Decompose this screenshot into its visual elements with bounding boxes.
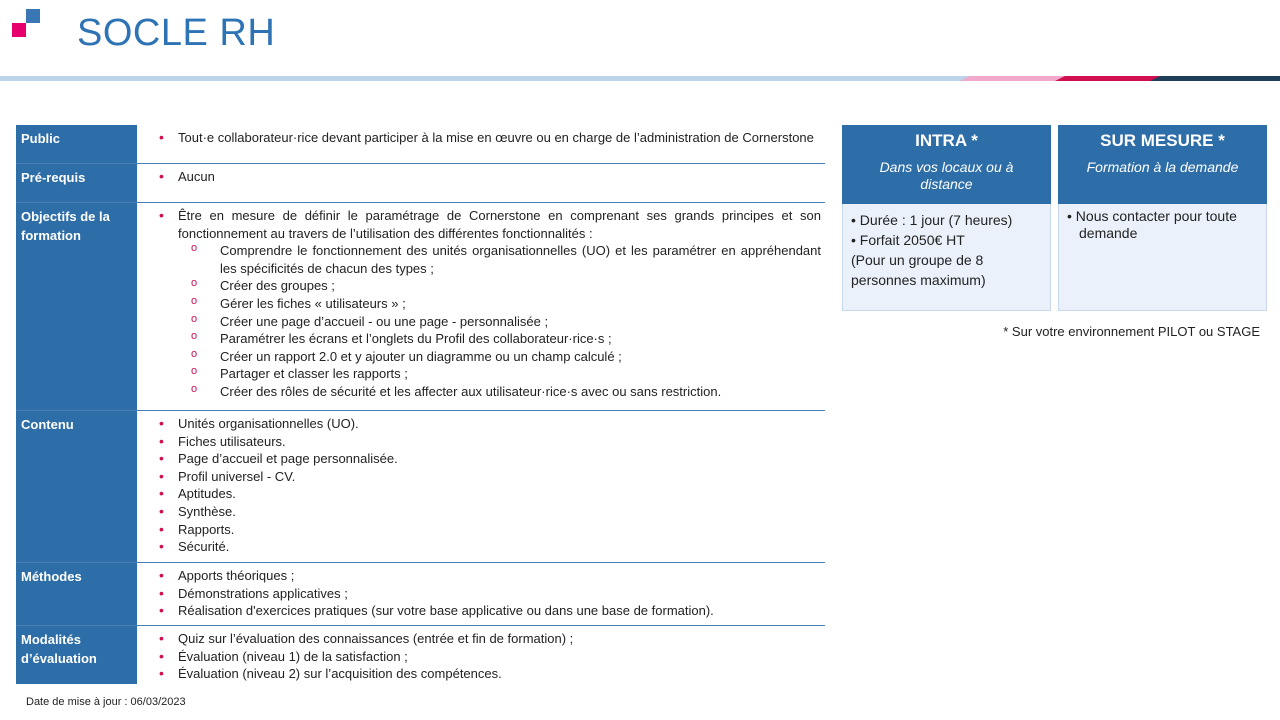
intra-price: • Forfait 2050€ HT bbox=[851, 230, 1042, 250]
list-item: • Fiches utilisateurs. bbox=[157, 433, 821, 451]
intra-offer-title: INTRA * bbox=[915, 131, 978, 150]
intra-offer-header bbox=[842, 125, 1051, 204]
sub-list-item: o Paramétrer les écrans et l’onglets du Profil des collaborateur·rice·s ; bbox=[157, 330, 821, 348]
sub-list-item: o Créer un rapport 2.0 et y ajouter un diagramme ou un champ calculé ; bbox=[157, 348, 821, 366]
row-label: Pré-requis bbox=[16, 164, 137, 202]
list-item: • Être en mesure de définir le paramétrage de Cornerstone en comprenant ses grands principes et son fonctionnement au travers de l’utilisation des différentes fonctionnalités : bbox=[157, 207, 821, 242]
row-label: Méthodes bbox=[16, 563, 137, 625]
intra-offer-box bbox=[842, 125, 1051, 311]
list-item: • Rapports. bbox=[157, 521, 821, 539]
row-label: Modalités d’évaluation bbox=[16, 626, 137, 684]
environment-footnote: * Sur votre environnement PILOT ou STAGE bbox=[1003, 324, 1260, 339]
row-label: Objectifs de la formation bbox=[16, 203, 137, 410]
sur-mesure-contact: • Nous contacter pour toute demande bbox=[1067, 208, 1258, 242]
sur-mesure-offer-header bbox=[1058, 125, 1267, 204]
row-label: Public bbox=[16, 125, 137, 163]
table-row-methodes bbox=[16, 563, 825, 626]
table-row-prerequis bbox=[16, 164, 825, 203]
sub-list-item: o Créer une page d’accueil - ou une page - personnalisée ; bbox=[157, 313, 821, 331]
header-band-light bbox=[0, 76, 970, 81]
row-content bbox=[137, 626, 825, 684]
intra-duration: • Durée : 1 jour (7 heures) bbox=[851, 210, 1042, 230]
sur-mesure-offer-body bbox=[1058, 204, 1267, 311]
row-content bbox=[137, 203, 825, 410]
list-item: • Profil universel - CV. bbox=[157, 468, 821, 486]
list-item: • Réalisation d'exercices pratiques (sur votre base applicative ou dans une base de formation). bbox=[157, 602, 821, 620]
logo-square-blue bbox=[26, 9, 40, 23]
list-item: • Évaluation (niveau 1) de la satisfaction ; bbox=[157, 648, 821, 666]
row-content bbox=[137, 125, 825, 163]
sub-list-item: o Gérer les fiches « utilisateurs » ; bbox=[157, 295, 821, 313]
table-row-objectifs bbox=[16, 203, 825, 411]
sur-mesure-offer-subtitle: Formation à la demande bbox=[1086, 159, 1239, 175]
sub-list-item: o Partager et classer les rapports ; bbox=[157, 365, 821, 383]
list-item: • Évaluation (niveau 2) sur l’acquisition des compétences. bbox=[157, 665, 821, 683]
sur-mesure-offer-title: SUR MESURE * bbox=[1100, 131, 1225, 150]
list-item: • Apports théoriques ; bbox=[157, 567, 821, 585]
header-band-dark bbox=[1150, 76, 1280, 81]
list-item: • Démonstrations applicatives ; bbox=[157, 585, 821, 603]
list-item: • Sécurité. bbox=[157, 538, 821, 556]
sub-list-item: o Comprendre le fonctionnement des unités organisationnelles (UO) et les paramétrer en appréhendant les spécificités de chacun des types ; bbox=[157, 242, 821, 277]
list-item: • Aucun bbox=[157, 168, 821, 186]
intra-offer-subtitle: Dans vos locaux ou à distance bbox=[879, 159, 1014, 192]
row-content bbox=[137, 411, 825, 562]
update-date: Date de mise à jour : 06/03/2023 bbox=[26, 696, 186, 708]
header-band-pink bbox=[960, 76, 1070, 81]
logo-square-pink bbox=[12, 23, 26, 37]
header-band-red bbox=[1055, 76, 1160, 81]
sub-list-item: o Créer des groupes ; bbox=[157, 277, 821, 295]
table-row-public bbox=[16, 125, 825, 164]
sub-list-item: o Créer des rôles de sécurité et les affecter aux utilisateur·rice·s avec ou sans restriction. bbox=[157, 383, 821, 401]
sur-mesure-offer-box bbox=[1058, 125, 1267, 311]
list-item: • Synthèse. bbox=[157, 503, 821, 521]
training-details-table bbox=[16, 125, 825, 684]
intra-group-note: (Pour un groupe de 8 personnes maximum) bbox=[851, 252, 986, 288]
row-label: Contenu bbox=[16, 411, 137, 562]
row-content bbox=[137, 164, 825, 202]
table-row-contenu bbox=[16, 411, 825, 563]
page-title: SOCLE RH bbox=[77, 12, 276, 54]
list-item: • Tout·e collaborateur·rice devant participer à la mise en œuvre ou en charge de l’administration de Cornerstone bbox=[157, 129, 821, 147]
list-item: • Quiz sur l’évaluation des connaissances (entrée et fin de formation) ; bbox=[157, 630, 821, 648]
intra-offer-body bbox=[842, 204, 1051, 311]
list-item: • Aptitudes. bbox=[157, 485, 821, 503]
list-item: • Unités organisationnelles (UO). bbox=[157, 415, 821, 433]
list-item: • Page d’accueil et page personnalisée. bbox=[157, 450, 821, 468]
table-row-modalites bbox=[16, 626, 825, 684]
row-content bbox=[137, 563, 825, 625]
